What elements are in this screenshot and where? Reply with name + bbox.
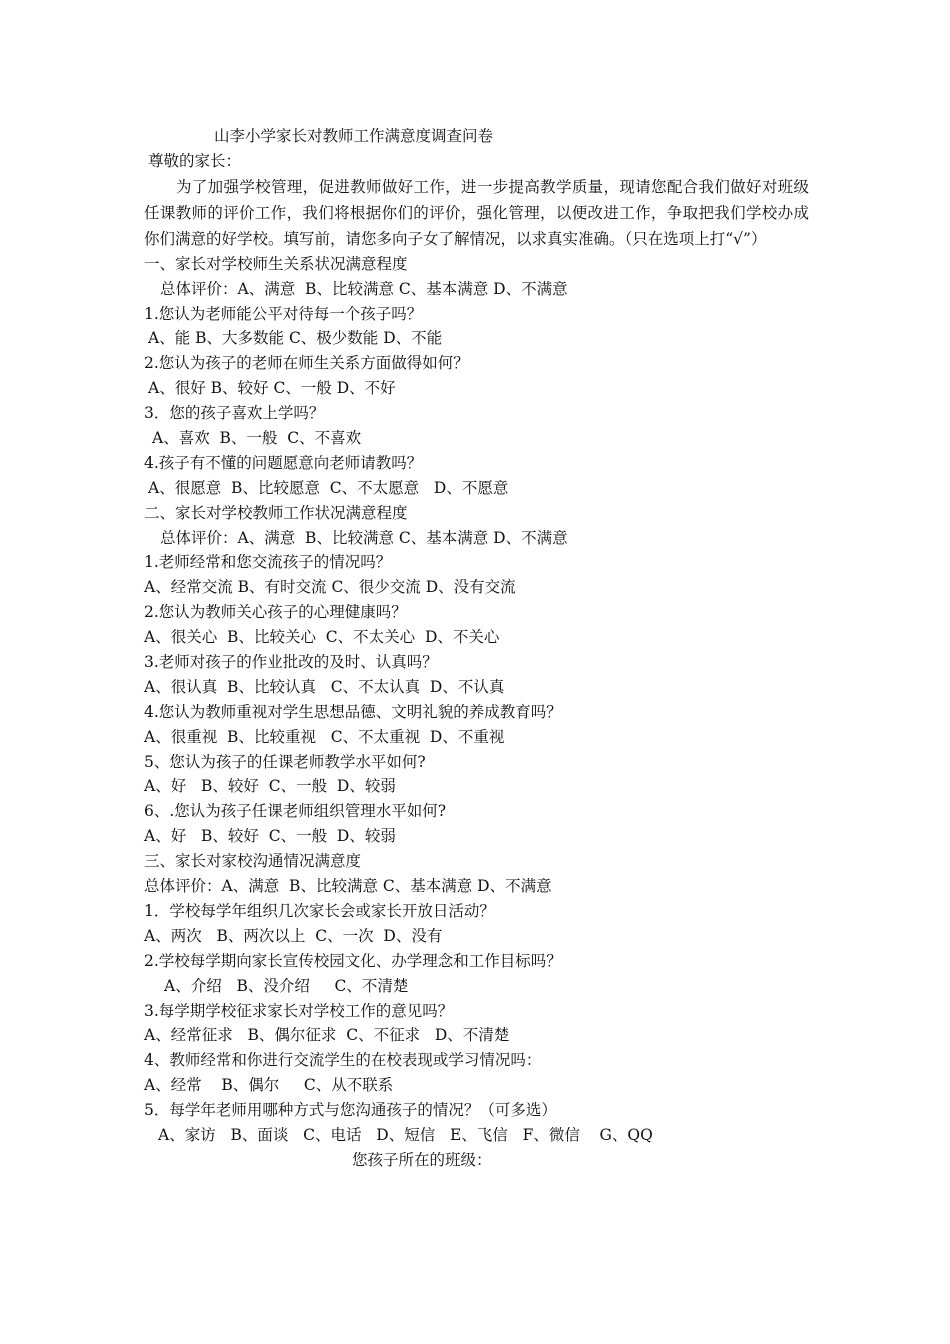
question-3-5-options: A、家访 B、面谈 C、电话 D、短信 E、飞信 F、微信 G、QQ xyxy=(158,1125,653,1144)
question-1-1-options: A、能 B、大多数能 C、极少数能 D、不能 xyxy=(148,329,443,348)
question-2-6-options: A、好 B、较好 C、一般 D、较弱 xyxy=(144,827,396,846)
question-2-5: 5、您认为孩子的任课老师教学水平如何? xyxy=(144,752,426,771)
question-1-4: 4.孩子有不懂的问题愿意向老师请教吗？ xyxy=(144,453,423,472)
question-1-3: 3．您的孩子喜欢上学吗？ xyxy=(144,404,325,423)
question-3-3: 3.每学期学校征求家长对学校工作的意见吗？ xyxy=(144,1001,454,1020)
question-3-5: 5．每学年老师用哪种方式与您沟通孩子的情况？（可多选） xyxy=(144,1101,557,1120)
question-1-2: 2.您认为孩子的老师在师生关系方面做得如何？ xyxy=(144,354,469,373)
document-title: 山李小学家长对教师工作满意度调查问卷 xyxy=(214,127,494,145)
question-1-1: 1.您认为老师能公平对待每一个孩子吗？ xyxy=(144,304,423,323)
question-2-6: 6、.您认为孩子任课老师组织管理水平如何? xyxy=(144,802,447,821)
question-3-4: 4、教师经常和你进行交流学生的在校表现或学习情况吗： xyxy=(144,1051,542,1070)
question-2-2-options: A、很关心 B、比较关心 C、不太关心 D、不关心 xyxy=(144,628,500,647)
intro-paragraph: 为了加强学校管理，促进教师做好工作，进一步提高教学质量，现请您配合我们做好对班级任课教师的评价工作，我们将根据你们的评价，强化管理，以便改进工作，争取把我们学校办成你们满意的好学校。填写前，请您多向子女了解情况，以求真实准确。（只在选项上打“√”） xyxy=(144,177,809,248)
question-3-1: 1．学校每学年组织几次家长会或家长开放日活动？ xyxy=(144,901,495,920)
question-3-3-options: A、经常征求 B、偶尔征求 C、不征求 D、不清楚 xyxy=(144,1026,510,1045)
section-3-overall-rating: 总体评价：A、满意 B、比较满意 C、基本满意 D、不满意 xyxy=(144,877,552,896)
section-1-overall-rating: 总体评价：A、满意 B、比较满意 C、基本满意 D、不满意 xyxy=(160,279,568,298)
question-1-2-options: A、很好 B、较好 C、一般 D、不好 xyxy=(148,379,396,398)
section-1-heading: 一、家长对学校师生关系状况满意程度 xyxy=(144,254,408,273)
salutation: 尊敬的家长： xyxy=(148,151,242,170)
question-3-4-options: A、经常 B、偶尔 C、从不联系 xyxy=(144,1076,394,1095)
question-2-1: 1.老师经常和您交流孩子的情况吗？ xyxy=(144,553,392,572)
question-2-3-options: A、很认真 B、比较认真 C、不太认真 D、不认真 xyxy=(144,677,505,696)
question-1-4-options: A、很愿意 B、比较愿意 C、不太愿意 D、不愿意 xyxy=(148,478,509,497)
question-2-5-options: A、好 B、较好 C、一般 D、较弱 xyxy=(144,777,396,796)
question-3-1-options: A、两次 B、两次以上 C、一次 D、没有 xyxy=(144,926,443,945)
question-3-2: 2.学校每学期向家长宣传校园文化、办学理念和工作目标吗？ xyxy=(144,951,562,970)
class-field-label: 您孩子所在的班级： xyxy=(352,1150,492,1169)
section-2-heading: 二、家长对学校教师工作状况满意程度 xyxy=(144,503,408,522)
section-2-overall-rating: 总体评价：A、满意 B、比较满意 C、基本满意 D、不满意 xyxy=(160,528,568,547)
question-2-4-options: A、很重视 B、比较重视 C、不太重视 D、不重视 xyxy=(144,727,505,746)
questionnaire-document xyxy=(144,124,809,1173)
question-2-4: 4.您认为教师重视对学生思想品德、文明礼貌的养成教育吗？ xyxy=(144,702,562,721)
question-1-3-options: A、喜欢 B、一般 C、不喜欢 xyxy=(152,429,362,448)
question-2-1-options: A、经常交流 B、有时交流 C、很少交流 D、没有交流 xyxy=(144,578,516,597)
question-2-3: 3.老师对孩子的作业批改的及时、认真吗？ xyxy=(144,653,438,672)
question-2-2: 2.您认为教师关心孩子的心理健康吗？ xyxy=(144,603,407,622)
question-3-2-options: A、介绍 B、没介绍 C、不清楚 xyxy=(164,976,409,995)
section-3-heading: 三、家长对家校沟通情况满意度 xyxy=(144,852,362,871)
